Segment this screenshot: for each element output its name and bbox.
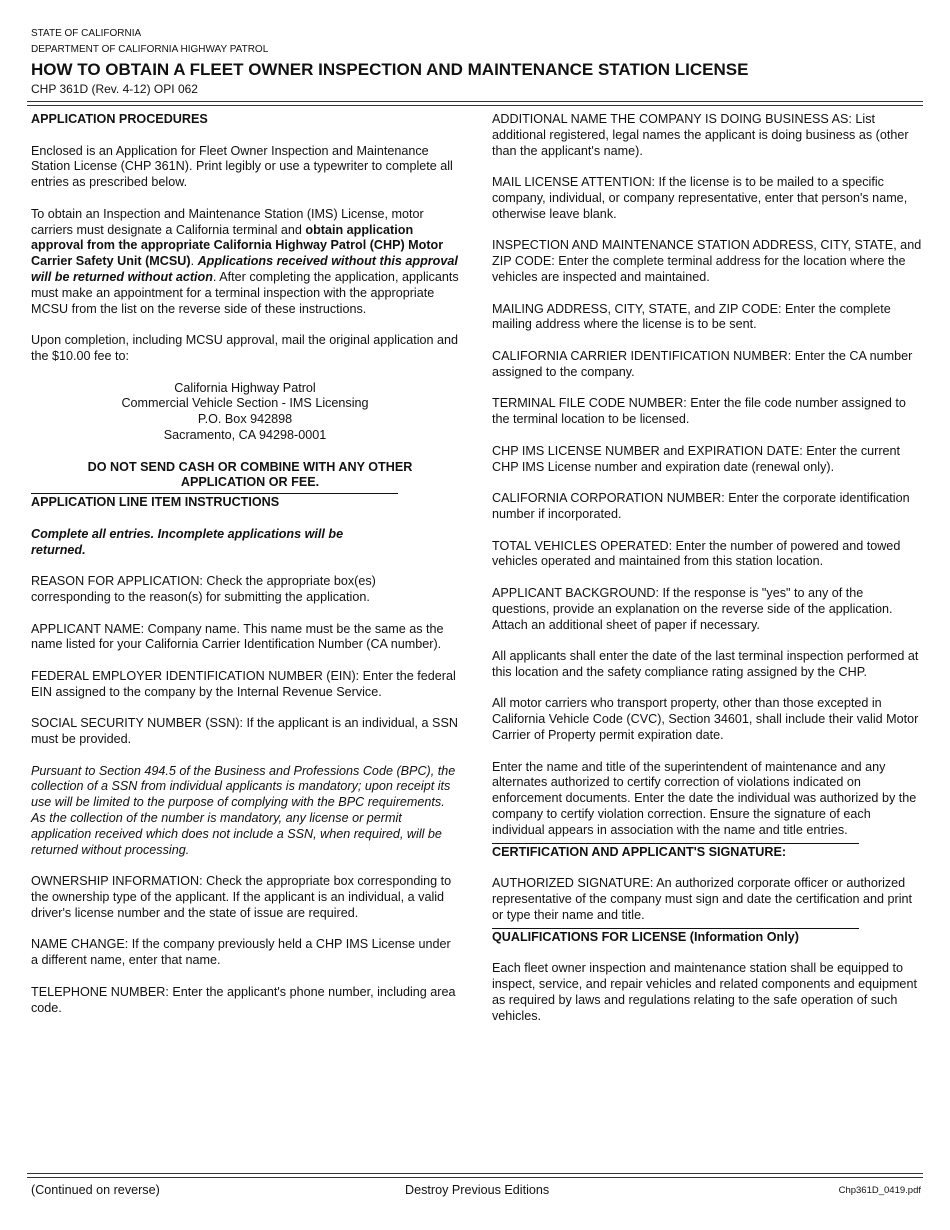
department-label: DEPARTMENT OF CALIFORNIA HIGHWAY PATROL: [31, 44, 269, 55]
intro-paragraph: Enclosed is an Application for Fleet Owner Inspection and Maintenance Station License (CHP 361N). Print legibly or use a typewriter to complete all entries as prescribed below.: [31, 143, 453, 190]
complete-all-notice: Complete all entries. Incomplete applications will be returned.: [31, 526, 344, 557]
address-line: Commercial Vehicle Section - IMS Licensing: [121, 396, 369, 411]
ownership-paragraph: OWNERSHIP INFORMATION: Check the appropriate box corresponding to the ownership type of the applicant. If the applicant is an individual, a valid driver's license number and the state of issue are required.: [31, 874, 452, 920]
bpc-paragraph: Pursuant to Section 494.5 of the Business and Professions Code (BPC), the collection of a SSN from individual applicants is mandatory; upon receipt its use will be limited to the purpose of complying with the BPC requirements. As the collection of the number is mandatory, any license or permit application received which does not include a SSN, when required, will be returned without processing.: [31, 763, 456, 857]
obtain-period: .: [190, 254, 198, 269]
section-divider: [31, 493, 398, 494]
procedures-heading: APPLICATION PROCEDURES: [31, 112, 208, 126]
state-label: STATE OF CALIFORNIA: [31, 28, 142, 39]
form-number: CHP 361D (Rev. 4-12) OPI 062: [31, 82, 198, 96]
ims-license-paragraph: CHP IMS LICENSE NUMBER and EXPIRATION DATE: Enter the current CHP IMS License number and expiration date (renewal only).: [492, 443, 901, 474]
page-title: HOW TO OBTAIN A FLEET OWNER INSPECTION AND MAINTENANCE STATION LICENSE: [31, 60, 749, 79]
footer-rule-top: [27, 1173, 923, 1174]
obtain-text-2: . After completing the application, applicants must make an appointment for a terminal inspection with the appropriate MCSU from the list on the reverse side of these instructions.: [31, 269, 459, 316]
obtain-paragraph: [31, 207, 459, 318]
ca-number-paragraph: CALIFORNIA CARRIER IDENTIFICATION NUMBER: Enter the CA number assigned to the company.: [492, 348, 913, 379]
header-rule-bottom: [27, 105, 923, 106]
corporation-paragraph: CALIFORNIA CORPORATION NUMBER: Enter the corporate identification number if incorporated.: [492, 491, 910, 521]
right-column: [492, 112, 922, 1040]
ssn-paragraph: SOCIAL SECURITY NUMBER (SSN): If the applicant is an individual, a SSN must be provided.: [31, 716, 458, 747]
section-divider: [492, 843, 859, 844]
obtain-text-1: To obtain an Inspection and Maintenance Station (IMS) License, motor carriers must designate a California terminal and: [31, 206, 424, 237]
address-line: Sacramento, CA 94298-0001: [163, 427, 327, 442]
station-address-paragraph: INSPECTION AND MAINTENANCE STATION ADDRESS, CITY, STATE, and ZIP CODE: Enter the complete terminal address for the location where the vehicles are inspected and maintained.: [492, 238, 922, 284]
mail-paragraph: Upon completion, including MCSU approval, mail the original application and the $10.00 fee to:: [31, 333, 459, 363]
form-header: [31, 26, 921, 96]
mailing-address-block: [31, 381, 459, 444]
line-item-heading: APPLICATION LINE ITEM INSTRUCTIONS: [31, 495, 280, 510]
superintendent-paragraph: Enter the name and title of the superintendent of maintenance and any alternates authorized to certify correction of violations indicated on enforcement documents. Enter the date the individual was authorized by the company to certify violation correction. Ensure the signature of each individual appears in association with the name and title entries.: [492, 759, 917, 837]
qualifications-paragraph: Each fleet owner inspection and maintenance station shall be equipped to inspect, service, and repair vehicles and related components and equipment as required by laws and regulations relating to the safe operation of such vehicles.: [492, 961, 917, 1023]
certification-heading: CERTIFICATION AND APPLICANT'S SIGNATURE:: [492, 844, 787, 859]
footer-rule-bottom: [27, 1177, 923, 1178]
section-divider: [492, 928, 859, 929]
obtain-approval-text: obtain application approval from the appropriate California Highway Patrol (CHP) Motor Carrier Safety Unit (MCSU): [31, 222, 444, 269]
motor-carriers-paragraph: All motor carriers who transport property, other than those excepted in California Vehicle Code (CVC), Section 34601, shall include their valid Motor Carrier of Property permit expiration date.: [492, 696, 919, 743]
returned-warning-text: Applications received without this approval will be returned without action: [31, 254, 458, 284]
background-paragraph: APPLICANT BACKGROUND: If the response is "yes" to any of the questions, provide an explanation on the reverse side of the application. Attach an additional sheet of paper if necessary.: [492, 585, 893, 632]
total-vehicles-paragraph: TOTAL VEHICLES OPERATED: Enter the number of powered and towed vehicles operated and maintained from this station location.: [492, 538, 901, 569]
mail-attention-paragraph: MAIL LICENSE ATTENTION: If the license is to be mailed to a specific company, individual, or company representative, enter that person's name, otherwise leave blank.: [492, 175, 908, 221]
last-inspection-paragraph: All applicants shall enter the date of the last terminal inspection performed at this location and the safety compliance rating assigned by the CHP.: [492, 649, 919, 679]
reason-paragraph: REASON FOR APPLICATION: Check the appropriate box(es) corresponding to the reason(s) for submitting the application.: [31, 574, 376, 604]
telephone-paragraph: TELEPHONE NUMBER: Enter the applicant's phone number, including area code.: [31, 984, 456, 1015]
mailing-address-paragraph: MAILING ADDRESS, CITY, STATE, and ZIP CODE: Enter the complete mailing address where the license is to be sent.: [492, 301, 891, 332]
qualifications-heading: QUALIFICATIONS FOR LICENSE (Information Only): [492, 929, 799, 944]
left-column: [31, 112, 459, 1032]
ein-paragraph: FEDERAL EMPLOYER IDENTIFICATION NUMBER (EIN): Enter the federal EIN assigned to the company by the Internal Revenue Service.: [31, 668, 456, 699]
name-change-paragraph: NAME CHANGE: If the company previously held a CHP IMS License under a different name, enter that name.: [31, 937, 451, 968]
file-name: Chp361D_0419.pdf: [838, 1185, 921, 1196]
destroy-note: Destroy Previous Editions: [405, 1183, 550, 1197]
applicant-name-paragraph: APPLICANT NAME: Company name. This name must be the same as the name listed for your California Carrier Identification Number (CA number).: [31, 621, 444, 652]
authorized-signature-paragraph: AUTHORIZED SIGNATURE: An authorized corporate officer or authorized representative of the company must sign and date the certification and print or type their name and title.: [492, 876, 913, 922]
cash-warning: DO NOT SEND CASH OR COMBINE WITH ANY OTHER APPLICATION OR FEE.: [87, 459, 413, 490]
dba-paragraph: ADDITIONAL NAME THE COMPANY IS DOING BUSINESS AS: List additional registered, legal names the applicant is doing business as (other than the applicant's name).: [492, 112, 909, 158]
address-line: P.O. Box 942898: [197, 412, 293, 427]
terminal-code-paragraph: TERMINAL FILE CODE NUMBER: Enter the file code number assigned to the terminal location to be licensed.: [492, 396, 906, 427]
address-line: California Highway Patrol: [174, 380, 316, 395]
header-rule-top: [27, 101, 923, 102]
continued-note: (Continued on reverse): [31, 1183, 160, 1197]
